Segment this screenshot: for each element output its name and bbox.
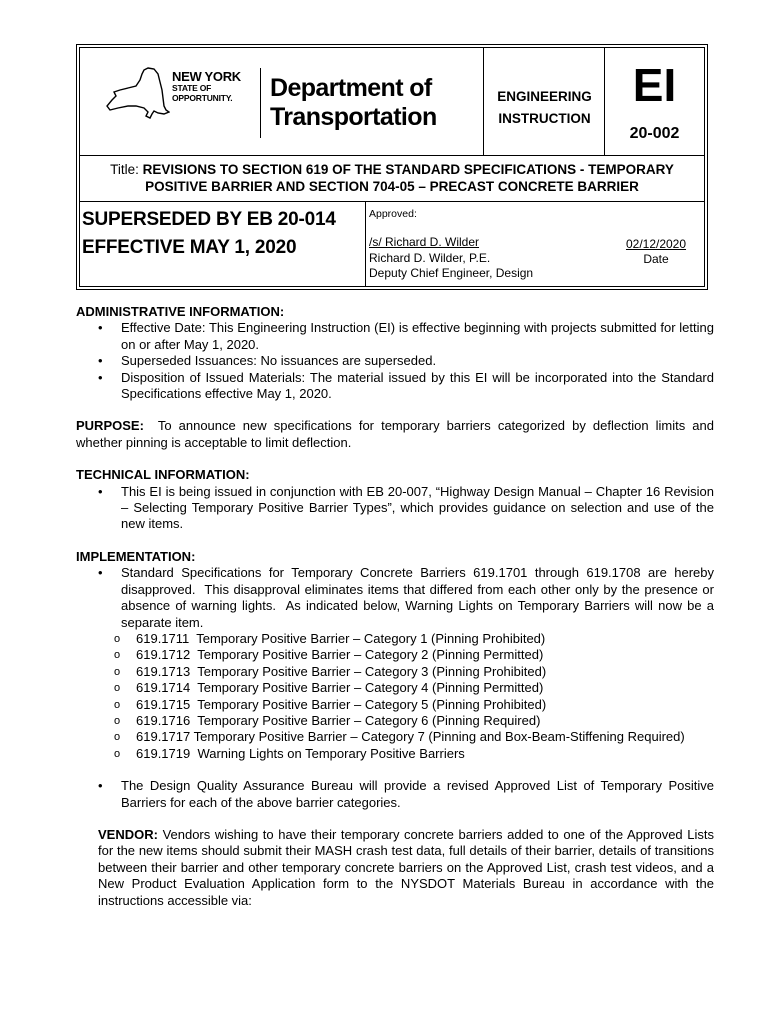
signature: /s/ Richard D. Wilder <box>369 235 480 249</box>
header-top-row <box>80 48 704 156</box>
technical-heading: TECHNICAL INFORMATION: <box>76 467 250 483</box>
item-code: o 619.1711 Temporary Positive Barrier – Category 1 (Pinning Prohibited) <box>76 631 714 647</box>
vendor-heading: VENDOR: <box>98 826 158 842</box>
approval-row <box>80 202 704 286</box>
bureau-list <box>76 778 714 811</box>
title-label: Title: <box>110 162 139 177</box>
implementation-heading: IMPLEMENTATION: <box>76 548 196 564</box>
ny-state-map-icon <box>106 66 170 126</box>
purpose-paragraph <box>76 418 714 451</box>
eng-line1: ENGINEERING <box>497 89 592 104</box>
admin-heading: ADMINISTRATIVE INFORMATION: <box>76 304 285 319</box>
list-item: • Standard Specifications for Temporary Concrete Barriers 619.1701 through 619.1708 are hereby disapproved. This disapproval eliminates items that differed from each other only by the presence or absence of warning lights. As indicated below, Warning Lights on Temporary Barriers will now be a separate item. <box>76 565 714 631</box>
document-header <box>79 47 705 287</box>
item-code: o 619.1719 Warning Lights on Temporary Positive Barriers <box>76 746 714 762</box>
engineering-instruction-cell <box>484 48 605 155</box>
list-item: • The Design Quality Assurance Bureau will provide a revised Approved List of Temporary Positive Barriers for each of the above barrier categories. <box>76 778 714 811</box>
title-row <box>80 156 704 202</box>
item-code: o 619.1713 Temporary Positive Barrier – Category 3 (Pinning Prohibited) <box>76 664 714 680</box>
ny-line1: NEW YORK <box>172 69 241 84</box>
ei-number: 20-002 <box>629 125 680 142</box>
approved-label: Approved: <box>369 208 417 220</box>
item-code: o 619.1717 Temporary Positive Barrier – Category 7 (Pinning and Box-Beam-Stiffening Required) <box>76 729 714 745</box>
ei-number-cell <box>605 48 704 155</box>
item-code: o 619.1714 Temporary Positive Barrier – Category 4 (Pinning Permitted) <box>76 680 714 696</box>
ei-label: EI <box>632 59 677 111</box>
superseded-line2: EFFECTIVE MAY 1, 2020 <box>82 237 297 258</box>
department-title <box>270 74 437 132</box>
logo-cell <box>80 48 484 155</box>
ny-line2: STATE OF <box>172 83 212 93</box>
signer-role: Deputy Chief Engineer, Design <box>369 266 534 280</box>
list-item: • This EI is being issued in conjunction with EB 20-007, “Highway Design Manual – Chapter 16 Revision – Selecting Temporary Positive Barrier Types”, which provides guidance on selection and use of the new items. <box>76 484 714 533</box>
list-item: • Superseded Issuances: No issuances are superseded. <box>76 353 714 369</box>
superseded-notice <box>80 202 366 286</box>
approval-cell <box>366 202 704 286</box>
item-code: o 619.1715 Temporary Positive Barrier – Category 5 (Pinning Prohibited) <box>76 697 714 713</box>
admin-list <box>76 320 714 402</box>
vendor-paragraph <box>76 827 714 909</box>
document-body <box>76 304 714 909</box>
list-item: • Disposition of Issued Materials: The material issued by this EI will be incorporated into the Standard Specifications effective May 1, 2020. <box>76 370 714 403</box>
technical-list <box>76 484 714 533</box>
date-label: Date <box>643 252 669 266</box>
item-code: o 619.1716 Temporary Positive Barrier – Category 6 (Pinning Required) <box>76 713 714 729</box>
vendor-text: Vendors wishing to have their temporary concrete barriers added to one of the Approved Lists for the new items should submit their MASH crash test data, full details of their barrier, details of transitions between their barrier and other temporary concrete barriers on the Approved List, crash test videos, and a New Product Evaluation Application form to the NYSDOT Materials Bureau in accordance with the instructions accessible via: <box>98 826 714 908</box>
purpose-heading: PURPOSE: <box>76 418 144 434</box>
dept-line1: Department of <box>270 74 432 102</box>
logo-divider <box>260 68 261 138</box>
implementation-list <box>76 565 714 631</box>
signer-name: Richard D. Wilder, P.E. <box>369 251 491 265</box>
eng-line2: INSTRUCTION <box>498 111 591 126</box>
dept-line2: Transportation <box>270 103 437 131</box>
purpose-text: To announce new specifications for temporary barriers categorized by deflection limits and whether pinning is acceptable to limit deflection. <box>76 418 714 450</box>
superseded-line1: SUPERSEDED BY EB 20-014 <box>82 209 336 230</box>
item-code: o 619.1712 Temporary Positive Barrier – Category 2 (Pinning Permitted) <box>76 647 714 663</box>
list-item: • Effective Date: This Engineering Instruction (EI) is effective beginning with projects submitted for letting on or after May 1, 2020. <box>76 320 714 353</box>
ny-wordmark <box>172 70 241 103</box>
item-code-list <box>76 631 714 762</box>
document-title: REVISIONS TO SECTION 619 OF THE STANDARD SPECIFICATIONS - TEMPORARY POSITIVE BARRIER AND SECTION 704-05 – PRECAST CONCRETE BARRIER <box>142 162 674 194</box>
approval-date: 02/12/2020 <box>625 237 687 251</box>
ny-line3: OPPORTUNITY. <box>172 93 233 103</box>
